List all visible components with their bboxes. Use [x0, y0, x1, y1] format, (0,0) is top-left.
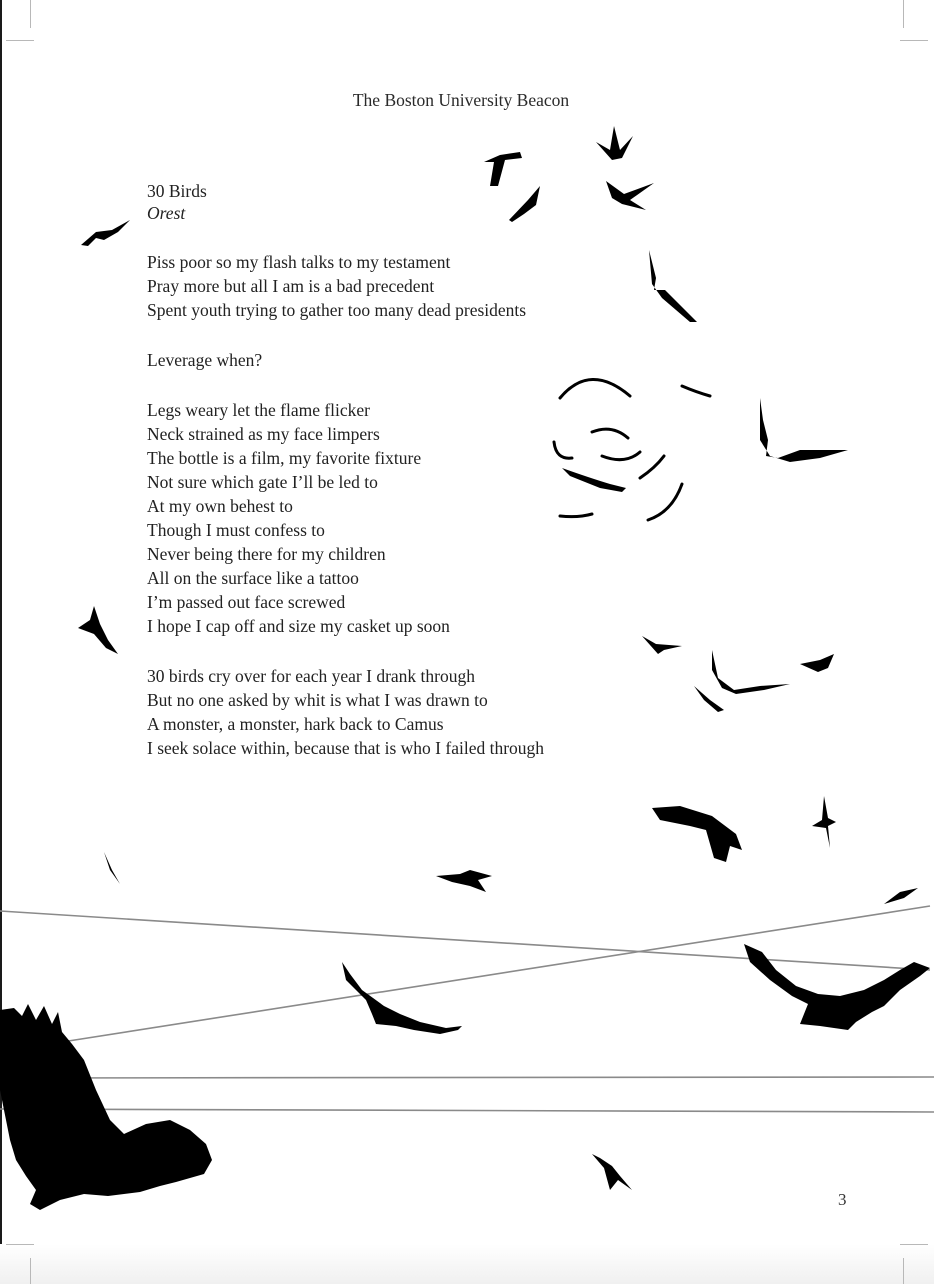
- poem-line: Though I must confess to: [147, 520, 325, 540]
- bird-silhouette: [592, 1154, 632, 1190]
- poem-line: I hope I cap off and size my casket up soon: [147, 616, 450, 636]
- bird-silhouette: [760, 398, 848, 462]
- poem-line: But no one asked by whit is what I was drawn to: [147, 690, 488, 710]
- poem-line: I’m passed out face screwed: [147, 592, 346, 612]
- poem-stanza-4: [147, 664, 707, 760]
- poem-line: Legs weary let the flame flicker: [147, 400, 371, 420]
- poem-title: 30 Birds: [147, 181, 207, 201]
- poem-line: A monster, a monster, hark back to Camus: [147, 714, 444, 734]
- poem-line: 30 birds cry over for each year I drank through: [147, 666, 475, 686]
- poem-line: Piss poor so my flash talks to my testament: [147, 252, 451, 272]
- bird-silhouette: [744, 944, 930, 1030]
- poem-line: Spent youth trying to gather too many dead presidents: [147, 300, 527, 320]
- bird-silhouette: [712, 650, 790, 694]
- bird-silhouette: [436, 870, 492, 892]
- bird-silhouette: [104, 852, 120, 884]
- poem-author: Orest: [147, 203, 186, 223]
- bird-silhouette: [342, 962, 462, 1034]
- bird-silhouette: [78, 606, 118, 654]
- bird-silhouette: [812, 796, 836, 848]
- power-lines: [0, 906, 934, 1112]
- poem-stanza-1: [147, 250, 707, 322]
- poem-line: Pray more but all I am is a bad precedent: [147, 276, 435, 296]
- publication-header: The Boston University Beacon: [352, 90, 570, 110]
- poem-line: All on the surface like a tattoo: [147, 568, 359, 588]
- poem-line: Neck strained as my face limpers: [147, 424, 380, 444]
- poem-line: I seek solace within, because that is who I failed through: [147, 738, 545, 758]
- poem-line: The bottle is a film, my favorite fixture: [147, 448, 422, 468]
- bird-silhouette: [652, 806, 742, 862]
- bird-silhouette: [800, 654, 834, 672]
- poem-line: At my own behest to: [147, 496, 293, 516]
- bird-silhouette: [884, 888, 918, 904]
- poem: [147, 180, 707, 760]
- poem-stanza-2: [147, 348, 707, 372]
- bird-silhouette: [596, 126, 633, 160]
- poem-line: Leverage when?: [147, 350, 263, 370]
- bird-silhouette: [81, 220, 130, 246]
- page-number: 3: [838, 1190, 847, 1209]
- poem-stanza-3: [147, 398, 707, 638]
- poem-line: Never being there for my children: [147, 544, 386, 564]
- poem-line: Not sure which gate I’ll be led to: [147, 472, 378, 492]
